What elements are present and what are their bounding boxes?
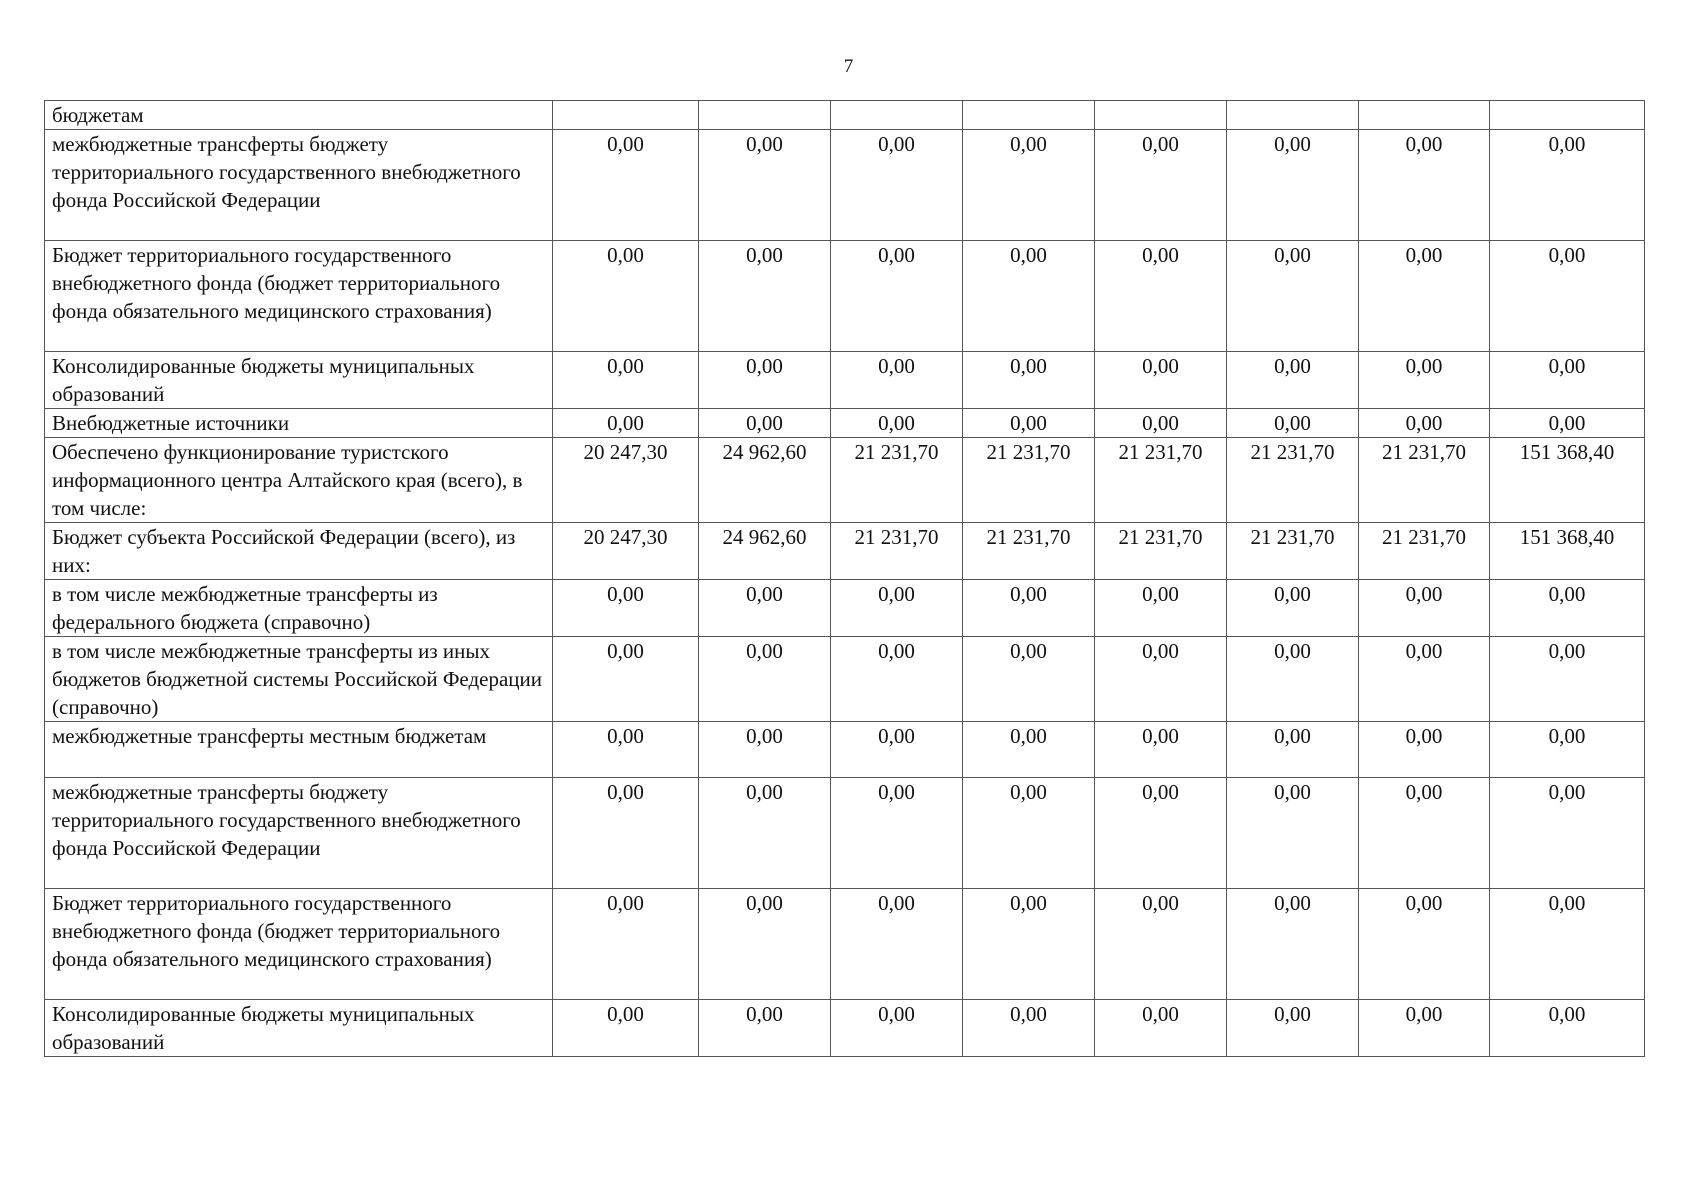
value-cell: 0,00 — [831, 637, 963, 722]
value-cell: 0,00 — [963, 352, 1095, 409]
row-label: Бюджет субъекта Российской Федерации (всего), из них: — [45, 523, 553, 580]
value-cell: 0,00 — [699, 722, 831, 778]
value-cell: 0,00 — [1359, 722, 1490, 778]
value-cell: 0,00 — [1227, 1000, 1359, 1057]
value-cell: 0,00 — [699, 889, 831, 1000]
value-cell: 0,00 — [1095, 889, 1227, 1000]
value-cell: 0,00 — [1490, 352, 1645, 409]
value-cell: 0,00 — [1359, 580, 1490, 637]
value-cell: 21 231,70 — [1095, 438, 1227, 523]
table-row — [45, 580, 1645, 637]
value-cell: 21 231,70 — [831, 523, 963, 580]
value-cell: 0,00 — [1095, 778, 1227, 889]
value-cell: 0,00 — [963, 778, 1095, 889]
value-cell: 0,00 — [1359, 778, 1490, 889]
value-cell: 0,00 — [1095, 637, 1227, 722]
value-cell: 0,00 — [1227, 889, 1359, 1000]
value-cell: 0,00 — [1359, 637, 1490, 722]
value-cell: 0,00 — [1490, 241, 1645, 352]
value-cell: 0,00 — [1095, 1000, 1227, 1057]
value-cell: 24 962,60 — [699, 438, 831, 523]
value-cell — [831, 101, 963, 130]
value-cell: 0,00 — [1227, 778, 1359, 889]
value-cell: 0,00 — [699, 130, 831, 241]
value-cell: 0,00 — [831, 722, 963, 778]
value-cell: 0,00 — [1227, 130, 1359, 241]
value-cell: 0,00 — [1095, 241, 1227, 352]
value-cell: 0,00 — [1095, 580, 1227, 637]
value-cell: 0,00 — [831, 580, 963, 637]
value-cell: 0,00 — [1227, 580, 1359, 637]
value-cell: 21 231,70 — [1359, 438, 1490, 523]
value-cell: 0,00 — [1227, 352, 1359, 409]
value-cell — [1359, 101, 1490, 130]
value-cell: 0,00 — [553, 778, 699, 889]
value-cell: 0,00 — [963, 409, 1095, 438]
value-cell — [1490, 101, 1645, 130]
table-row — [45, 101, 1645, 130]
value-cell: 0,00 — [1095, 130, 1227, 241]
value-cell: 0,00 — [1227, 409, 1359, 438]
table-row — [45, 130, 1645, 241]
table-row — [45, 409, 1645, 438]
value-cell: 21 231,70 — [1227, 438, 1359, 523]
value-cell: 0,00 — [963, 1000, 1095, 1057]
value-cell: 20 247,30 — [553, 523, 699, 580]
value-cell: 0,00 — [1490, 409, 1645, 438]
table-row — [45, 523, 1645, 580]
value-cell: 0,00 — [553, 241, 699, 352]
value-cell: 151 368,40 — [1490, 438, 1645, 523]
value-cell: 21 231,70 — [1359, 523, 1490, 580]
value-cell: 0,00 — [1359, 889, 1490, 1000]
value-cell: 0,00 — [699, 637, 831, 722]
value-cell: 151 368,40 — [1490, 523, 1645, 580]
value-cell: 24 962,60 — [699, 523, 831, 580]
value-cell: 0,00 — [1490, 637, 1645, 722]
row-label: Консолидированные бюджеты муниципальных образований — [45, 1000, 553, 1057]
value-cell: 0,00 — [831, 241, 963, 352]
value-cell: 0,00 — [553, 352, 699, 409]
value-cell: 0,00 — [553, 580, 699, 637]
value-cell: 0,00 — [1490, 130, 1645, 241]
value-cell: 0,00 — [1095, 722, 1227, 778]
row-label: Внебюджетные источники — [45, 409, 553, 438]
value-cell: 21 231,70 — [831, 438, 963, 523]
value-cell — [1095, 101, 1227, 130]
value-cell: 0,00 — [553, 1000, 699, 1057]
value-cell: 0,00 — [553, 889, 699, 1000]
value-cell: 0,00 — [963, 130, 1095, 241]
value-cell: 0,00 — [553, 722, 699, 778]
value-cell: 0,00 — [1227, 722, 1359, 778]
value-cell: 0,00 — [699, 352, 831, 409]
value-cell — [699, 101, 831, 130]
value-cell: 0,00 — [831, 889, 963, 1000]
value-cell: 0,00 — [831, 778, 963, 889]
value-cell: 0,00 — [1095, 409, 1227, 438]
value-cell: 0,00 — [553, 637, 699, 722]
value-cell: 0,00 — [831, 130, 963, 241]
value-cell: 0,00 — [831, 409, 963, 438]
table-row — [45, 352, 1645, 409]
value-cell: 0,00 — [1095, 352, 1227, 409]
table-row — [45, 637, 1645, 722]
value-cell: 0,00 — [1359, 352, 1490, 409]
row-label: бюджетам — [45, 101, 553, 130]
value-cell: 0,00 — [1359, 241, 1490, 352]
value-cell: 0,00 — [699, 1000, 831, 1057]
row-label: в том числе межбюджетные трансферты из иных бюджетов бюджетной системы Российской Федерации (справочно) — [45, 637, 553, 722]
table-row — [45, 438, 1645, 523]
row-label: Обеспечено функционирование туристского информационного центра Алтайского края (всего), в том числе: — [45, 438, 553, 523]
value-cell: 21 231,70 — [963, 523, 1095, 580]
value-cell: 0,00 — [1227, 241, 1359, 352]
value-cell: 0,00 — [1490, 889, 1645, 1000]
value-cell: 20 247,30 — [553, 438, 699, 523]
row-label: Бюджет территориального государственного внебюджетного фонда (бюджет территориального фонда обязательного медицинского страхования) — [45, 241, 553, 352]
table-row — [45, 889, 1645, 1000]
row-label: Консолидированные бюджеты муниципальных образований — [45, 352, 553, 409]
row-label: в том числе межбюджетные трансферты из федерального бюджета (справочно) — [45, 580, 553, 637]
value-cell: 0,00 — [963, 241, 1095, 352]
value-cell: 21 231,70 — [1227, 523, 1359, 580]
value-cell: 0,00 — [699, 778, 831, 889]
value-cell: 21 231,70 — [1095, 523, 1227, 580]
table-body — [45, 101, 1645, 1057]
row-label: межбюджетные трансферты местным бюджетам — [45, 722, 553, 778]
value-cell: 0,00 — [831, 352, 963, 409]
budget-table — [44, 100, 1645, 1057]
value-cell: 0,00 — [1227, 637, 1359, 722]
value-cell: 0,00 — [1490, 722, 1645, 778]
value-cell: 0,00 — [1490, 580, 1645, 637]
value-cell: 0,00 — [553, 409, 699, 438]
value-cell: 0,00 — [699, 241, 831, 352]
table-row — [45, 778, 1645, 889]
value-cell: 0,00 — [1490, 1000, 1645, 1057]
table-row — [45, 1000, 1645, 1057]
value-cell: 0,00 — [1359, 409, 1490, 438]
value-cell — [1227, 101, 1359, 130]
value-cell: 0,00 — [553, 130, 699, 241]
row-label: Бюджет территориального государственного внебюджетного фонда (бюджет территориального фонда обязательного медицинского страхования) — [45, 889, 553, 1000]
value-cell: 0,00 — [831, 1000, 963, 1057]
value-cell: 0,00 — [1359, 1000, 1490, 1057]
value-cell: 0,00 — [963, 637, 1095, 722]
table-row — [45, 722, 1645, 778]
value-cell — [963, 101, 1095, 130]
value-cell: 0,00 — [963, 889, 1095, 1000]
value-cell: 0,00 — [963, 580, 1095, 637]
page-number: 7 — [843, 56, 854, 77]
value-cell: 0,00 — [1359, 130, 1490, 241]
value-cell: 0,00 — [963, 722, 1095, 778]
row-label: межбюджетные трансферты бюджету территориального государственного внебюджетного фонда Российской Федерации — [45, 778, 553, 889]
table-row — [45, 241, 1645, 352]
value-cell — [553, 101, 699, 130]
value-cell: 0,00 — [1490, 778, 1645, 889]
row-label: межбюджетные трансферты бюджету территориального государственного внебюджетного фонда Российской Федерации — [45, 130, 553, 241]
value-cell: 21 231,70 — [963, 438, 1095, 523]
value-cell: 0,00 — [699, 580, 831, 637]
value-cell: 0,00 — [699, 409, 831, 438]
